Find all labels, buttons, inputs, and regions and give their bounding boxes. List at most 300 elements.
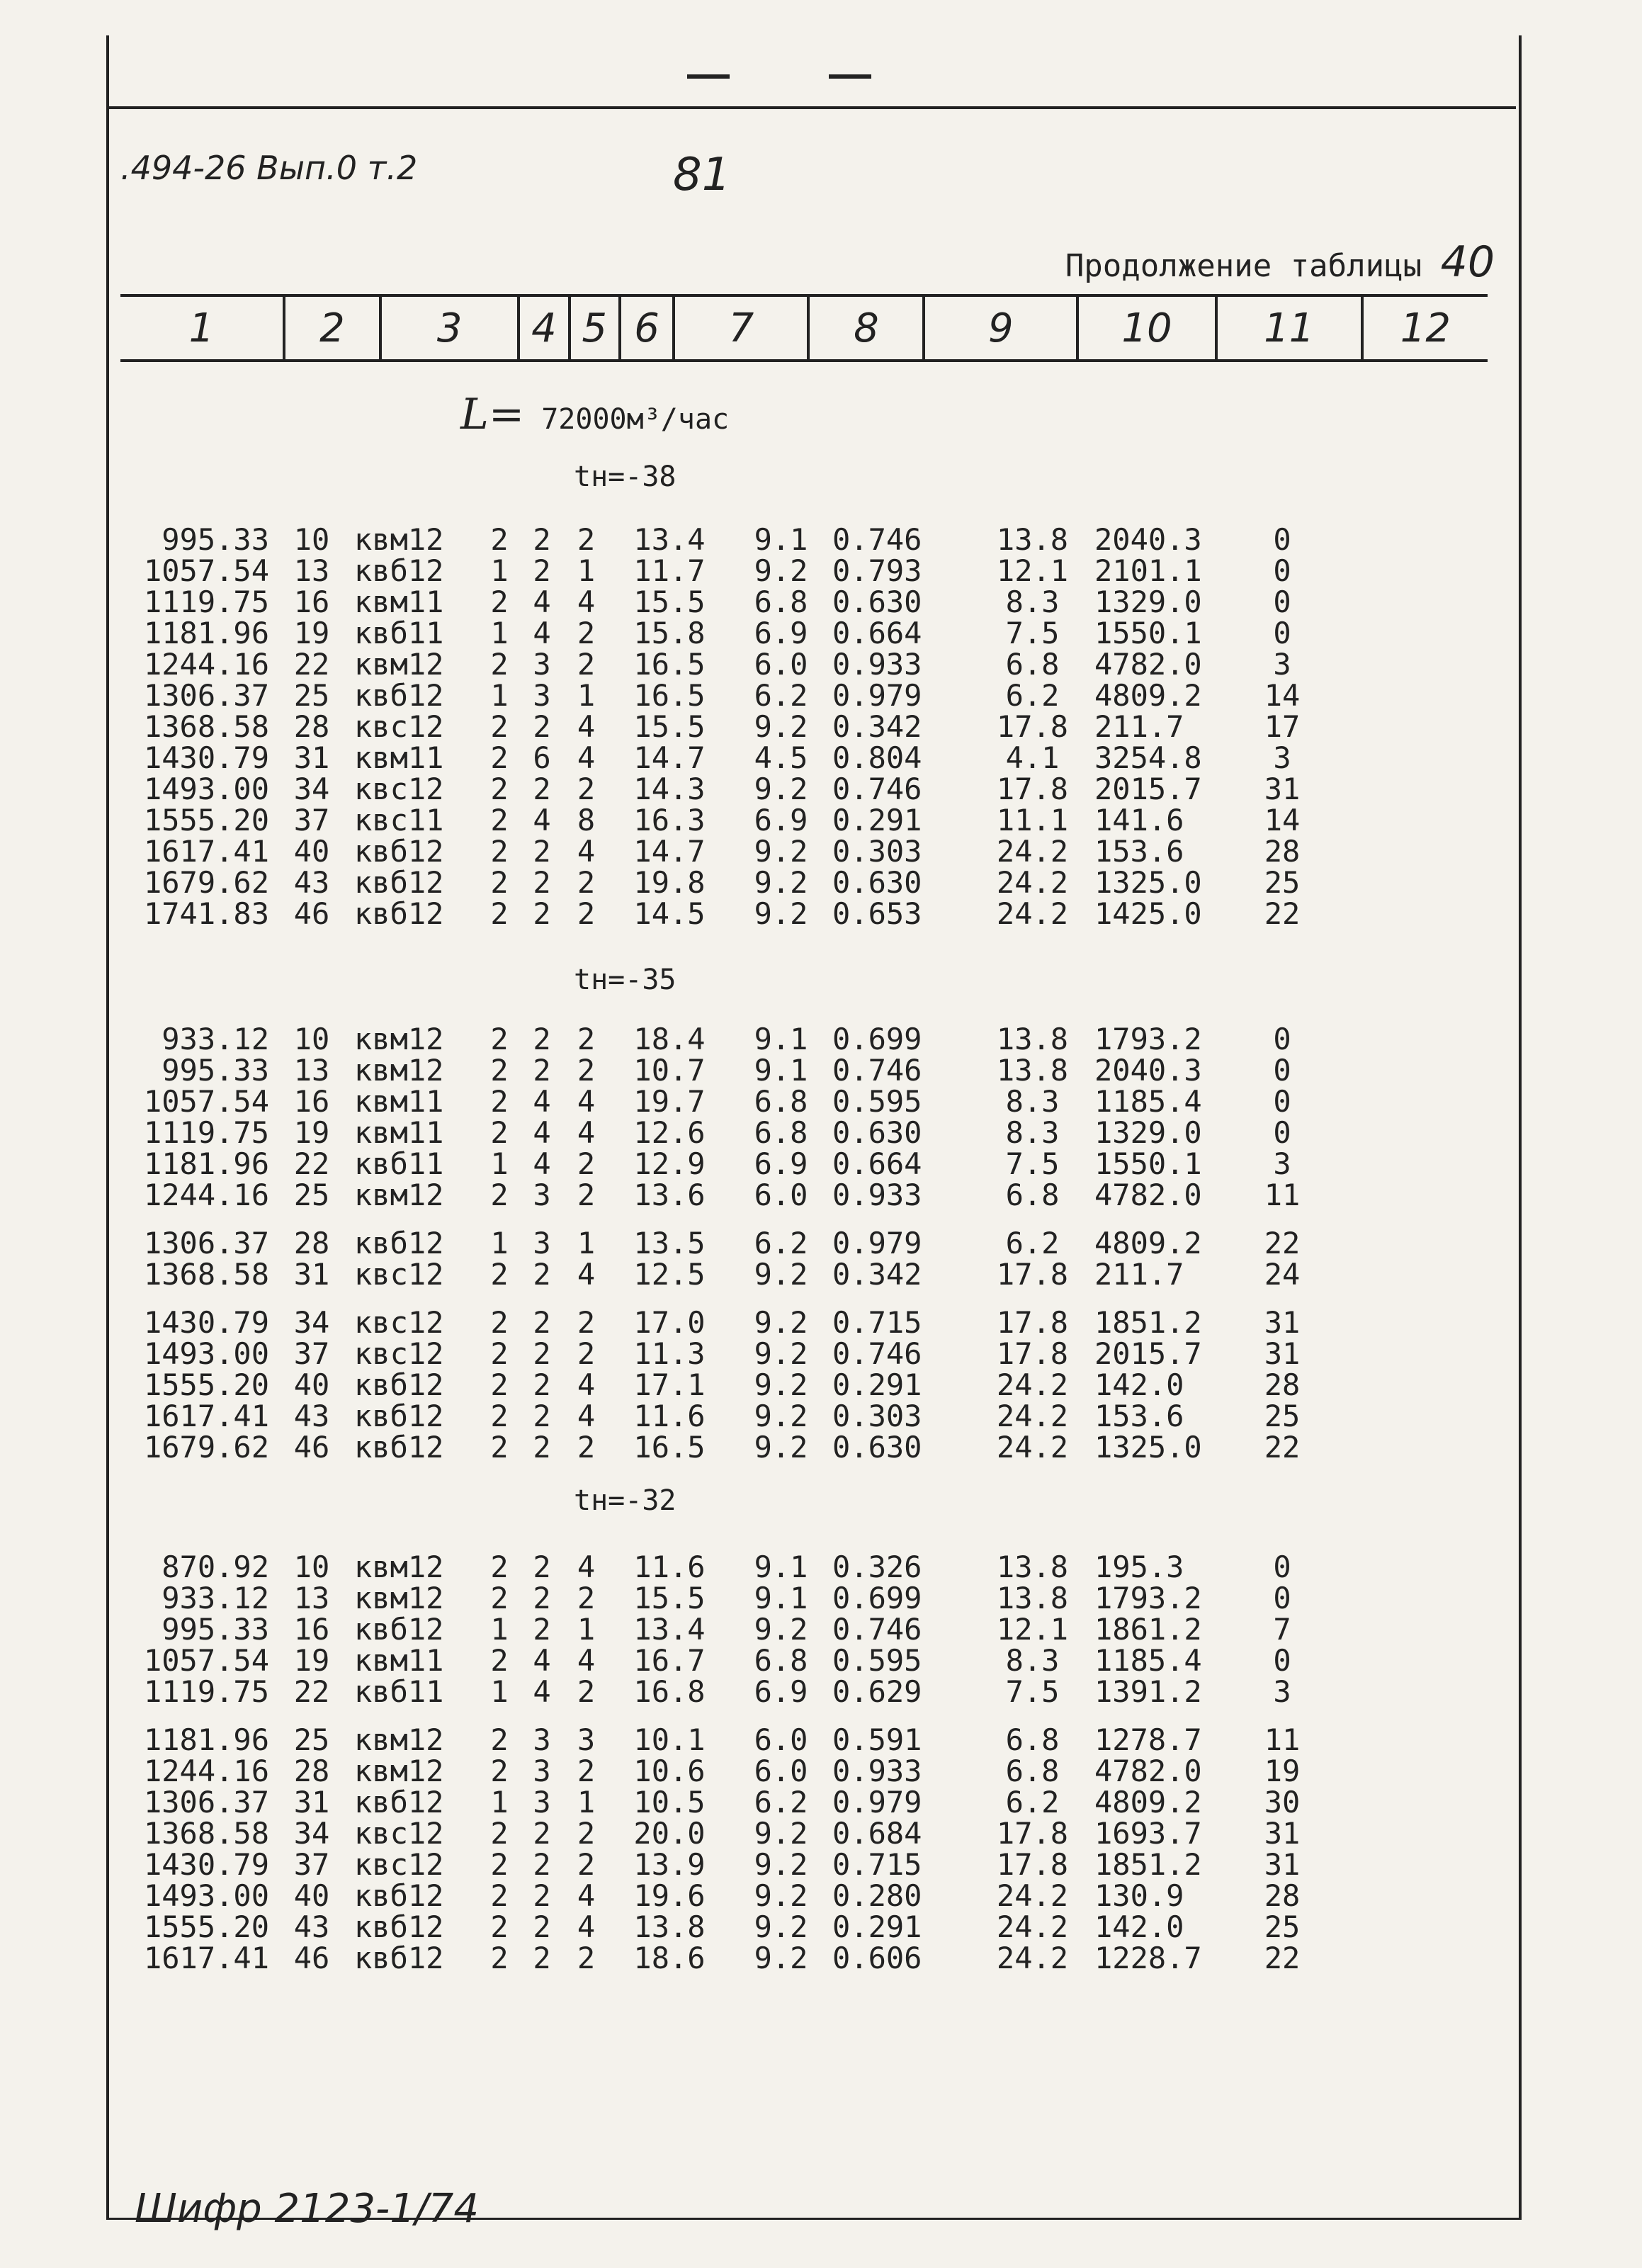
- table-cell-col-3: квб12: [354, 1430, 444, 1465]
- table-row: [120, 1338, 1339, 1370]
- table-cell-col-3: квм12: [354, 647, 444, 682]
- table-cell-col-8: 6.9: [754, 1146, 808, 1181]
- table-cell-col-6: 2: [577, 865, 596, 900]
- table-cell-col-4: 2: [490, 1550, 509, 1584]
- table-cell-col-6: 4: [577, 1115, 596, 1150]
- table-cell-col-8: 6.8: [754, 585, 808, 619]
- table-cell-col-10: 24.2: [996, 1399, 1069, 1433]
- column-header-row: [120, 295, 1488, 361]
- table-cell-col-10: 6.8: [1005, 1722, 1060, 1757]
- table-cell-col-10: 8.3: [1005, 1643, 1060, 1678]
- table-cell-col-8: 9.2: [754, 553, 808, 588]
- table-cell-col-12: 14: [1264, 678, 1301, 713]
- table-cell-col-9: 0.715: [832, 1847, 922, 1882]
- table-cell-col-9: 0.979: [832, 1226, 922, 1260]
- table-cell-col-9: 0.595: [832, 1084, 922, 1119]
- table-row: [120, 649, 1339, 680]
- table-cell-col-12: 31: [1264, 1336, 1301, 1371]
- table-cell-col-3: квб11: [354, 1146, 444, 1181]
- table-cell-col-4: 2: [490, 709, 509, 744]
- table-cell-col-8: 9.1: [754, 1053, 808, 1088]
- table-cell-col-1: 1493.00: [143, 772, 269, 806]
- table-cell-col-3: квс12: [354, 1257, 444, 1292]
- table-cell-col-2: 13: [293, 1053, 330, 1088]
- table-cell-col-2: 19: [293, 616, 330, 650]
- table-cell-col-1: 1057.54: [143, 1643, 269, 1678]
- table-cell-col-2: 28: [293, 1226, 330, 1260]
- table-cell-col-9: 0.699: [832, 1022, 922, 1056]
- table-cell-col-5: 6: [533, 740, 551, 775]
- table-cell-col-6: 2: [577, 1581, 596, 1615]
- table-cell-col-11: 142.0: [1094, 1909, 1184, 1944]
- table-cell-col-2: 40: [293, 1367, 330, 1402]
- table-cell-col-8: 9.1: [754, 1581, 808, 1615]
- table-cell-col-6: 2: [577, 522, 596, 557]
- table-cell-col-12: 19: [1264, 1754, 1301, 1788]
- table-cell-col-10: 7.5: [1005, 1674, 1060, 1709]
- table-cell-col-10: 7.5: [1005, 616, 1060, 650]
- table-cell-col-4: 2: [490, 1816, 509, 1851]
- table-cell-col-1: 1430.79: [143, 740, 269, 775]
- table-cell-col-4: 2: [490, 1336, 509, 1371]
- table-cell-col-10: 8.3: [1005, 1084, 1060, 1119]
- table-cell-col-9: 0.979: [832, 678, 922, 713]
- table-cell-col-7: 14.5: [633, 896, 706, 931]
- table-cell-col-9: 0.746: [832, 1053, 922, 1088]
- table-cell-col-2: 28: [293, 709, 330, 744]
- table-cell-col-11: 195.3: [1094, 1550, 1184, 1584]
- table-row: [120, 1055, 1339, 1086]
- table-cell-col-6: 4: [577, 1399, 596, 1433]
- table-cell-col-1: 1057.54: [143, 553, 269, 588]
- table-cell-col-7: 16.3: [633, 803, 706, 837]
- table-row: [120, 524, 1339, 555]
- table-cell-col-8: 6.8: [754, 1115, 808, 1150]
- table-cell-col-4: 1: [490, 1612, 509, 1647]
- table-row: [120, 1818, 1339, 1849]
- table-row: [120, 1024, 1339, 1055]
- table-cell-col-8: 9.2: [754, 1816, 808, 1851]
- table-cell-col-3: квм12: [354, 1022, 444, 1056]
- table-cell-col-5: 4: [533, 1674, 551, 1709]
- table-cell-col-2: 16: [293, 585, 330, 619]
- table-cell-col-8: 6.2: [754, 1785, 808, 1820]
- table-cell-col-5: 4: [533, 1115, 551, 1150]
- table-cell-col-5: 2: [533, 1847, 551, 1882]
- table-cell-col-4: 1: [490, 678, 509, 713]
- table-cell-col-2: 40: [293, 1878, 330, 1913]
- top-mark: [829, 74, 871, 79]
- table-cell-col-9: 0.979: [832, 1785, 922, 1820]
- table-cell-col-2: 37: [293, 803, 330, 837]
- table-cell-col-10: 17.8: [996, 1305, 1069, 1340]
- column-header: 9: [924, 295, 1077, 361]
- table-cell-col-12: 7: [1273, 1612, 1291, 1647]
- table-cell-col-2: 40: [293, 834, 330, 869]
- table-cell-col-10: 6.8: [1005, 1178, 1060, 1212]
- table-cell-col-7: 15.5: [633, 709, 706, 744]
- table-cell-col-3: квс11: [354, 803, 444, 837]
- table-cell-col-6: 2: [577, 896, 596, 931]
- table-cell-col-9: 0.630: [832, 865, 922, 900]
- table-cell-col-5: 2: [533, 1581, 551, 1615]
- table-cell-col-1: 1617.41: [143, 1941, 269, 1975]
- table-cell-col-1: 1679.62: [143, 1430, 269, 1465]
- table-cell-col-12: 30: [1264, 1785, 1301, 1820]
- table-cell-col-2: 13: [293, 553, 330, 588]
- table-cell-col-11: 1329.0: [1094, 585, 1202, 619]
- table-cell-col-7: 13.4: [633, 1612, 706, 1647]
- table-cell-col-2: 16: [293, 1084, 330, 1119]
- column-header: 5: [570, 295, 620, 361]
- table-cell-col-2: 34: [293, 1305, 330, 1340]
- table-cell-col-4: 2: [490, 1053, 509, 1088]
- table-cell-col-11: 1325.0: [1094, 865, 1202, 900]
- table-cell-col-4: 2: [490, 1754, 509, 1788]
- table-cell-col-12: 3: [1273, 740, 1291, 775]
- table-row: [120, 1432, 1339, 1463]
- table-cell-col-12: 22: [1264, 1226, 1301, 1260]
- table-cell-col-4: 2: [490, 1084, 509, 1119]
- footer-code: Шифр 2123-1/74: [135, 2186, 479, 2232]
- table-cell-col-12: 0: [1273, 1084, 1291, 1119]
- table-cell-col-4: 1: [490, 1146, 509, 1181]
- table-cell-col-1: 1368.58: [143, 1257, 269, 1292]
- continuation-text: Продолжение таблицы: [1065, 248, 1422, 284]
- table-cell-col-1: 1555.20: [143, 1367, 269, 1402]
- table-cell-col-5: 2: [533, 772, 551, 806]
- table-cell-col-8: 9.2: [754, 1612, 808, 1647]
- table-cell-col-5: 2: [533, 1909, 551, 1944]
- table-cell-col-5: 2: [533, 1612, 551, 1647]
- table-cell-col-3: квб11: [354, 616, 444, 650]
- table-cell-col-1: 1181.96: [143, 1146, 269, 1181]
- table-cell-col-2: 46: [293, 1430, 330, 1465]
- table-row: [120, 711, 1339, 743]
- table-cell-col-1: 1555.20: [143, 1909, 269, 1944]
- table-cell-col-5: 3: [533, 1226, 551, 1260]
- table-cell-col-11: 1185.4: [1094, 1084, 1202, 1119]
- table-cell-col-6: 2: [577, 1336, 596, 1371]
- table-cell-col-6: 4: [577, 1550, 596, 1584]
- table-cell-col-12: 28: [1264, 834, 1301, 869]
- table-cell-col-12: 0: [1273, 616, 1291, 650]
- table-cell-col-7: 16.5: [633, 647, 706, 682]
- table-cell-col-5: 3: [533, 1785, 551, 1820]
- table-cell-col-4: 2: [490, 1581, 509, 1615]
- table-cell-col-5: 3: [533, 647, 551, 682]
- table-cell-col-9: 0.630: [832, 1115, 922, 1150]
- table-cell-col-10: 24.2: [996, 1941, 1069, 1975]
- table-cell-col-8: 9.2: [754, 1305, 808, 1340]
- table-cell-col-4: 2: [490, 522, 509, 557]
- table-cell-col-3: квб12: [354, 1878, 444, 1913]
- table-cell-col-12: 24: [1264, 1257, 1301, 1292]
- table-cell-col-12: 3: [1273, 1146, 1291, 1181]
- table-cell-col-9: 0.684: [832, 1816, 922, 1851]
- table-cell-col-11: 1550.1: [1094, 1146, 1202, 1181]
- table-cell-col-5: 2: [533, 522, 551, 557]
- flow-symbol: L=: [460, 390, 525, 439]
- table-row: [120, 774, 1339, 805]
- column-header: 6: [620, 295, 674, 361]
- table-cell-col-7: 14.7: [633, 740, 706, 775]
- table-cell-col-3: квб12: [354, 896, 444, 931]
- table-cell-col-2: 25: [293, 1722, 330, 1757]
- table-cell-col-5: 3: [533, 1754, 551, 1788]
- table-cell-col-5: 2: [533, 1257, 551, 1292]
- table-cell-col-7: 12.5: [633, 1257, 706, 1292]
- table-cell-col-3: квс12: [354, 772, 444, 806]
- table-cell-col-11: 211.7: [1094, 709, 1184, 744]
- table-cell-col-11: 1793.2: [1094, 1022, 1202, 1056]
- table-cell-col-10: 24.2: [996, 865, 1069, 900]
- page-number: 81: [673, 149, 731, 201]
- table-cell-col-2: 28: [293, 1754, 330, 1788]
- table-cell-col-9: 0.664: [832, 1146, 922, 1181]
- table-cell-col-6: 2: [577, 1053, 596, 1088]
- table-cell-col-1: 1555.20: [143, 803, 269, 837]
- table-cell-col-5: 4: [533, 585, 551, 619]
- table-cell-col-11: 4809.2: [1094, 1785, 1202, 1820]
- table-cell-col-5: 3: [533, 1178, 551, 1212]
- table-cell-col-2: 22: [293, 1674, 330, 1709]
- table-cell-col-5: 4: [533, 803, 551, 837]
- table-cell-col-1: 1368.58: [143, 1816, 269, 1851]
- table-cell-col-5: 4: [533, 1146, 551, 1181]
- table-cell-col-8: 9.2: [754, 772, 808, 806]
- table-cell-col-1: 1306.37: [143, 1226, 269, 1260]
- table-cell-col-10: 24.2: [996, 1430, 1069, 1465]
- table-cell-col-11: 1693.7: [1094, 1816, 1202, 1851]
- table-cell-col-7: 16.7: [633, 1643, 706, 1678]
- table-cell-col-11: 1861.2: [1094, 1612, 1202, 1647]
- table-cell-col-3: квб12: [354, 553, 444, 588]
- column-header: 3: [380, 295, 519, 361]
- table-cell-col-9: 0.591: [832, 1722, 922, 1757]
- table-row: [120, 618, 1339, 649]
- table-cell-col-9: 0.793: [832, 553, 922, 588]
- table-row: [120, 555, 1339, 587]
- table-cell-col-4: 2: [490, 1909, 509, 1944]
- table-cell-col-11: 1425.0: [1094, 896, 1202, 931]
- table-cell-col-1: 995.33: [162, 1053, 269, 1088]
- table-cell-col-9: 0.715: [832, 1305, 922, 1340]
- table-cell-col-3: квб12: [354, 834, 444, 869]
- table-cell-col-12: 25: [1264, 1909, 1301, 1944]
- table-cell-col-4: 2: [490, 1305, 509, 1340]
- table-cell-col-3: квс12: [354, 1847, 444, 1882]
- table-row: [120, 1180, 1339, 1211]
- table-cell-col-11: 153.6: [1094, 834, 1184, 869]
- table-cell-col-2: 25: [293, 1178, 330, 1212]
- table-cell-col-3: квб12: [354, 1612, 444, 1647]
- table-cell-col-2: 43: [293, 1399, 330, 1433]
- table-cell-col-4: 2: [490, 1847, 509, 1882]
- table-cell-col-4: 1: [490, 1785, 509, 1820]
- air-flow-label: [460, 390, 729, 439]
- table-cell-col-7: 15.5: [633, 585, 706, 619]
- table-cell-col-2: 22: [293, 1146, 330, 1181]
- table-cell-col-10: 7.5: [1005, 1146, 1060, 1181]
- table-cell-col-11: 1185.4: [1094, 1643, 1202, 1678]
- table-cell-col-6: 3: [577, 1722, 596, 1757]
- table-cell-col-8: 6.9: [754, 616, 808, 650]
- table-cell-col-1: 1119.75: [143, 1115, 269, 1150]
- table-cell-col-5: 2: [533, 1336, 551, 1371]
- table-cell-col-5: 2: [533, 865, 551, 900]
- table-cell-col-11: 4782.0: [1094, 1178, 1202, 1212]
- table-cell-col-12: 11: [1264, 1722, 1301, 1757]
- table-cell-col-11: 4782.0: [1094, 647, 1202, 682]
- table-cell-col-3: квс12: [354, 1816, 444, 1851]
- table-cell-col-10: 24.2: [996, 1367, 1069, 1402]
- table-cell-col-5: 2: [533, 1399, 551, 1433]
- table-cell-col-12: 14: [1264, 803, 1301, 837]
- table-cell-col-9: 0.291: [832, 1367, 922, 1402]
- table-cell-col-10: 24.2: [996, 896, 1069, 931]
- table-cell-col-2: 31: [293, 1257, 330, 1292]
- table-cell-col-10: 13.8: [996, 1053, 1069, 1088]
- table-cell-col-4: 2: [490, 834, 509, 869]
- table-cell-col-12: 0: [1273, 1053, 1291, 1088]
- table-cell-col-8: 9.2: [754, 865, 808, 900]
- table-cell-col-10: 11.1: [996, 803, 1069, 837]
- table-cell-col-9: 0.326: [832, 1550, 922, 1584]
- column-header: 10: [1077, 295, 1216, 361]
- table-cell-col-11: 153.6: [1094, 1399, 1184, 1433]
- table-cell-col-2: 19: [293, 1643, 330, 1678]
- table-cell-col-7: 15.8: [633, 616, 706, 650]
- column-header: 8: [808, 295, 924, 361]
- table-cell-col-1: 1741.83: [143, 896, 269, 931]
- table-cell-col-9: 0.303: [832, 1399, 922, 1433]
- table-cell-col-10: 24.2: [996, 834, 1069, 869]
- table-cell-col-10: 17.8: [996, 1336, 1069, 1371]
- table-cell-col-6: 2: [577, 772, 596, 806]
- table-cell-col-7: 10.5: [633, 1785, 706, 1820]
- table-cell-col-6: 2: [577, 1022, 596, 1056]
- table-cell-col-10: 13.8: [996, 1022, 1069, 1056]
- table-cell-col-2: 22: [293, 647, 330, 682]
- table-cell-col-10: 8.3: [1005, 1115, 1060, 1150]
- table-row: [120, 1117, 1339, 1149]
- table-row: [120, 836, 1339, 867]
- table-row: [120, 680, 1339, 711]
- table-cell-col-1: 1244.16: [143, 1178, 269, 1212]
- table-cell-col-4: 1: [490, 616, 509, 650]
- table-cell-col-7: 14.3: [633, 772, 706, 806]
- table-cell-col-8: 9.2: [754, 1909, 808, 1944]
- table-cell-col-1: 995.33: [162, 1612, 269, 1647]
- table-cell-col-2: 43: [293, 865, 330, 900]
- table-cell-col-3: квм11: [354, 585, 444, 619]
- table-cell-col-12: 31: [1264, 1816, 1301, 1851]
- table-cell-col-3: квб12: [354, 1399, 444, 1433]
- table-cell-col-9: 0.699: [832, 1581, 922, 1615]
- table-cell-col-1: 1493.00: [143, 1878, 269, 1913]
- table-cell-col-9: 0.629: [832, 1674, 922, 1709]
- table-cell-col-1: 933.12: [162, 1581, 269, 1615]
- table-cell-col-1: 1181.96: [143, 1722, 269, 1757]
- table-cell-col-8: 6.2: [754, 678, 808, 713]
- table-cell-col-9: 0.595: [832, 1643, 922, 1678]
- table-cell-col-11: 1325.0: [1094, 1430, 1202, 1465]
- table-cell-col-1: 1430.79: [143, 1305, 269, 1340]
- table-cell-col-9: 0.342: [832, 709, 922, 744]
- table-cell-col-4: 2: [490, 1722, 509, 1757]
- table-row: [120, 587, 1339, 618]
- table-cell-col-6: 2: [577, 647, 596, 682]
- table-cell-col-5: 2: [533, 1878, 551, 1913]
- table-cell-col-12: 0: [1273, 585, 1291, 619]
- table-cell-col-11: 2101.1: [1094, 553, 1202, 588]
- table-cell-col-11: 1391.2: [1094, 1674, 1202, 1709]
- table-row: [120, 1228, 1339, 1259]
- table-cell-col-5: 2: [533, 1367, 551, 1402]
- section-rows: [120, 1552, 1339, 1974]
- table-cell-col-1: 1244.16: [143, 647, 269, 682]
- table-cell-col-4: 2: [490, 1257, 509, 1292]
- table-cell-col-6: 4: [577, 1367, 596, 1402]
- table-cell-col-8: 9.2: [754, 1878, 808, 1913]
- table-continuation: [1065, 237, 1495, 287]
- table-cell-col-11: 1228.7: [1094, 1941, 1202, 1975]
- table-cell-col-10: 24.2: [996, 1878, 1069, 1913]
- table-cell-col-11: 1793.2: [1094, 1581, 1202, 1615]
- table-cell-col-11: 1851.2: [1094, 1305, 1202, 1340]
- table-cell-col-5: 2: [533, 553, 551, 588]
- table-cell-col-6: 1: [577, 553, 596, 588]
- table-cell-col-3: квб11: [354, 1674, 444, 1709]
- table-cell-col-1: 1119.75: [143, 585, 269, 619]
- table-cell-col-7: 11.3: [633, 1336, 706, 1371]
- table-cell-col-11: 141.6: [1094, 803, 1184, 837]
- column-header: 1: [120, 295, 284, 361]
- table-cell-col-8: 9.1: [754, 1550, 808, 1584]
- table-cell-col-9: 0.664: [832, 616, 922, 650]
- table-cell-col-2: 46: [293, 896, 330, 931]
- table-cell-col-8: 4.5: [754, 740, 808, 775]
- table-cell-col-4: 2: [490, 1643, 509, 1678]
- table-cell-col-7: 19.6: [633, 1878, 706, 1913]
- table-cell-col-7: 18.6: [633, 1941, 706, 1975]
- table-cell-col-5: 2: [533, 1053, 551, 1088]
- table-cell-col-10: 12.1: [996, 553, 1069, 588]
- flow-value: 72000м³/час: [541, 403, 730, 436]
- table-cell-col-8: 6.9: [754, 803, 808, 837]
- table-cell-col-10: 13.8: [996, 1581, 1069, 1615]
- table-cell-col-4: 1: [490, 553, 509, 588]
- table-cell-col-2: 31: [293, 740, 330, 775]
- table-cell-col-5: 2: [533, 1941, 551, 1975]
- table-cell-col-7: 16.8: [633, 1674, 706, 1709]
- table-cell-col-9: 0.653: [832, 896, 922, 931]
- table-cell-col-6: 2: [577, 1816, 596, 1851]
- table-cell-col-8: 6.0: [754, 647, 808, 682]
- table-row: [120, 1614, 1339, 1645]
- table-cell-col-11: 2040.3: [1094, 522, 1202, 557]
- table-cell-col-7: 13.5: [633, 1226, 706, 1260]
- table-cell-col-3: квб12: [354, 1909, 444, 1944]
- section-label: tн=-35: [574, 964, 676, 996]
- table-cell-col-10: 17.8: [996, 1816, 1069, 1851]
- table-cell-col-6: 4: [577, 834, 596, 869]
- document-code: .494-26 Вып.0 т.2: [120, 149, 418, 187]
- table-cell-col-12: 0: [1273, 1581, 1291, 1615]
- table-cell-col-6: 4: [577, 585, 596, 619]
- table-cell-col-8: 9.2: [754, 896, 808, 931]
